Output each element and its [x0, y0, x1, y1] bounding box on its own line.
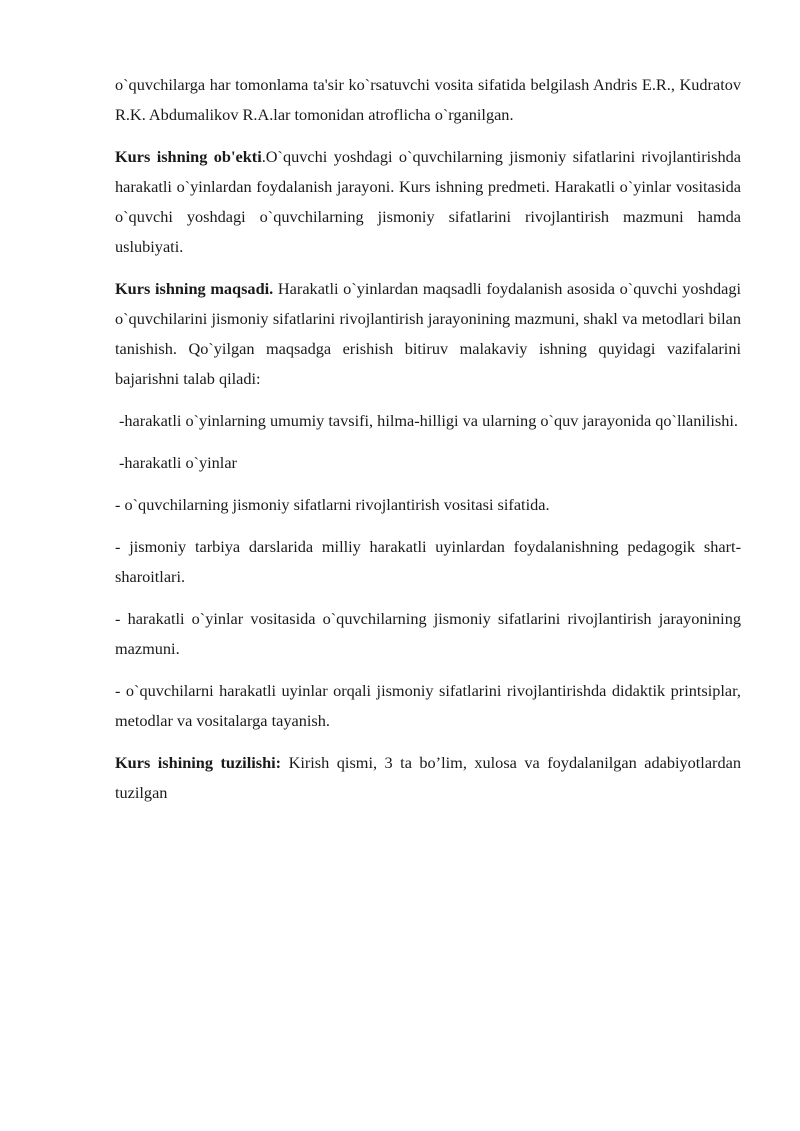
task-text-4: - jismoniy tarbiya darslarida milliy harakatli uyinlardan foydalanishning pedagogik shart-sharoitlari.	[115, 537, 741, 586]
object-paragraph	[115, 142, 741, 262]
aim-paragraph	[115, 274, 741, 394]
object-text: .O`quvchi yoshdagi o`quvchilarning jismoniy sifatlarini rivojlantirishda harakatli o`yinlardan foydalanish jarayoni. Kurs ishning predmeti. Harakatli o`yinlar vositasida o`quvchi yoshdagi o`quvchilarning jismoniy sifatlarini rivojlantirish mazmuni hamda uslubiyati.	[115, 147, 741, 256]
task-text-1: -harakatli o`yinlarning umumiy tavsifi, hilma-hilligi va ularning o`quv jarayonida qo`llanilishi.	[119, 411, 739, 430]
task-text-5: - harakatli o`yinlar vositasida o`quvchilarning jismoniy sifatlarini rivojlantirish jarayonining mazmuni.	[115, 609, 741, 658]
aim-heading: Kurs ishning maqsadi.	[115, 279, 274, 298]
task-item-3	[115, 490, 741, 520]
task-text-2: -harakatli o`yinlar	[119, 453, 237, 472]
object-heading: Kurs ishning ob'ekti	[115, 147, 262, 166]
structure-paragraph	[115, 748, 741, 808]
intro-text: o`quvchilarga har tomonlama ta'sir ko`rsatuvchi vosita sifatida belgilash Andris E.R., Kudratov R.K. Abdumalikov R.A.lar tomonidan atroflicha o`rganilgan.	[115, 75, 741, 124]
task-text-6: - o`quvchilarni harakatli uyinlar orqali jismoniy sifatlarini rivojlantirishda didaktik printsiplar, metodlar va vositalarga tayanish.	[115, 681, 741, 730]
structure-text: Kirish qismi, 3 ta bo’lim, xulosa va foydalanilgan adabiyotlardan tuzilgan	[115, 753, 741, 802]
structure-heading: Kurs ishining tuzilishi:	[115, 753, 282, 772]
task-item-6	[115, 676, 741, 736]
task-text-3: - o`quvchilarning jismoniy sifatlarni rivojlantirish vositasi sifatida.	[115, 495, 550, 514]
task-item-5	[115, 604, 741, 664]
task-item-1	[115, 406, 741, 436]
aim-text: Harakatli o`yinlardan maqsadli foydalanish asosida o`quvchi yoshdagi o`quvchilarini jismoniy sifatlarini rivojlantirish jarayonining mazmuni, shakl va metodlari bilan tanishish. Qo`yilgan maqsadga erishish bitiruv malakaviy ishning quyidagi vazifalarini bajarishni talab qiladi:	[115, 279, 741, 388]
task-item-2	[115, 448, 741, 478]
intro-paragraph	[115, 70, 741, 130]
task-item-4	[115, 532, 741, 592]
document-body	[115, 70, 741, 820]
